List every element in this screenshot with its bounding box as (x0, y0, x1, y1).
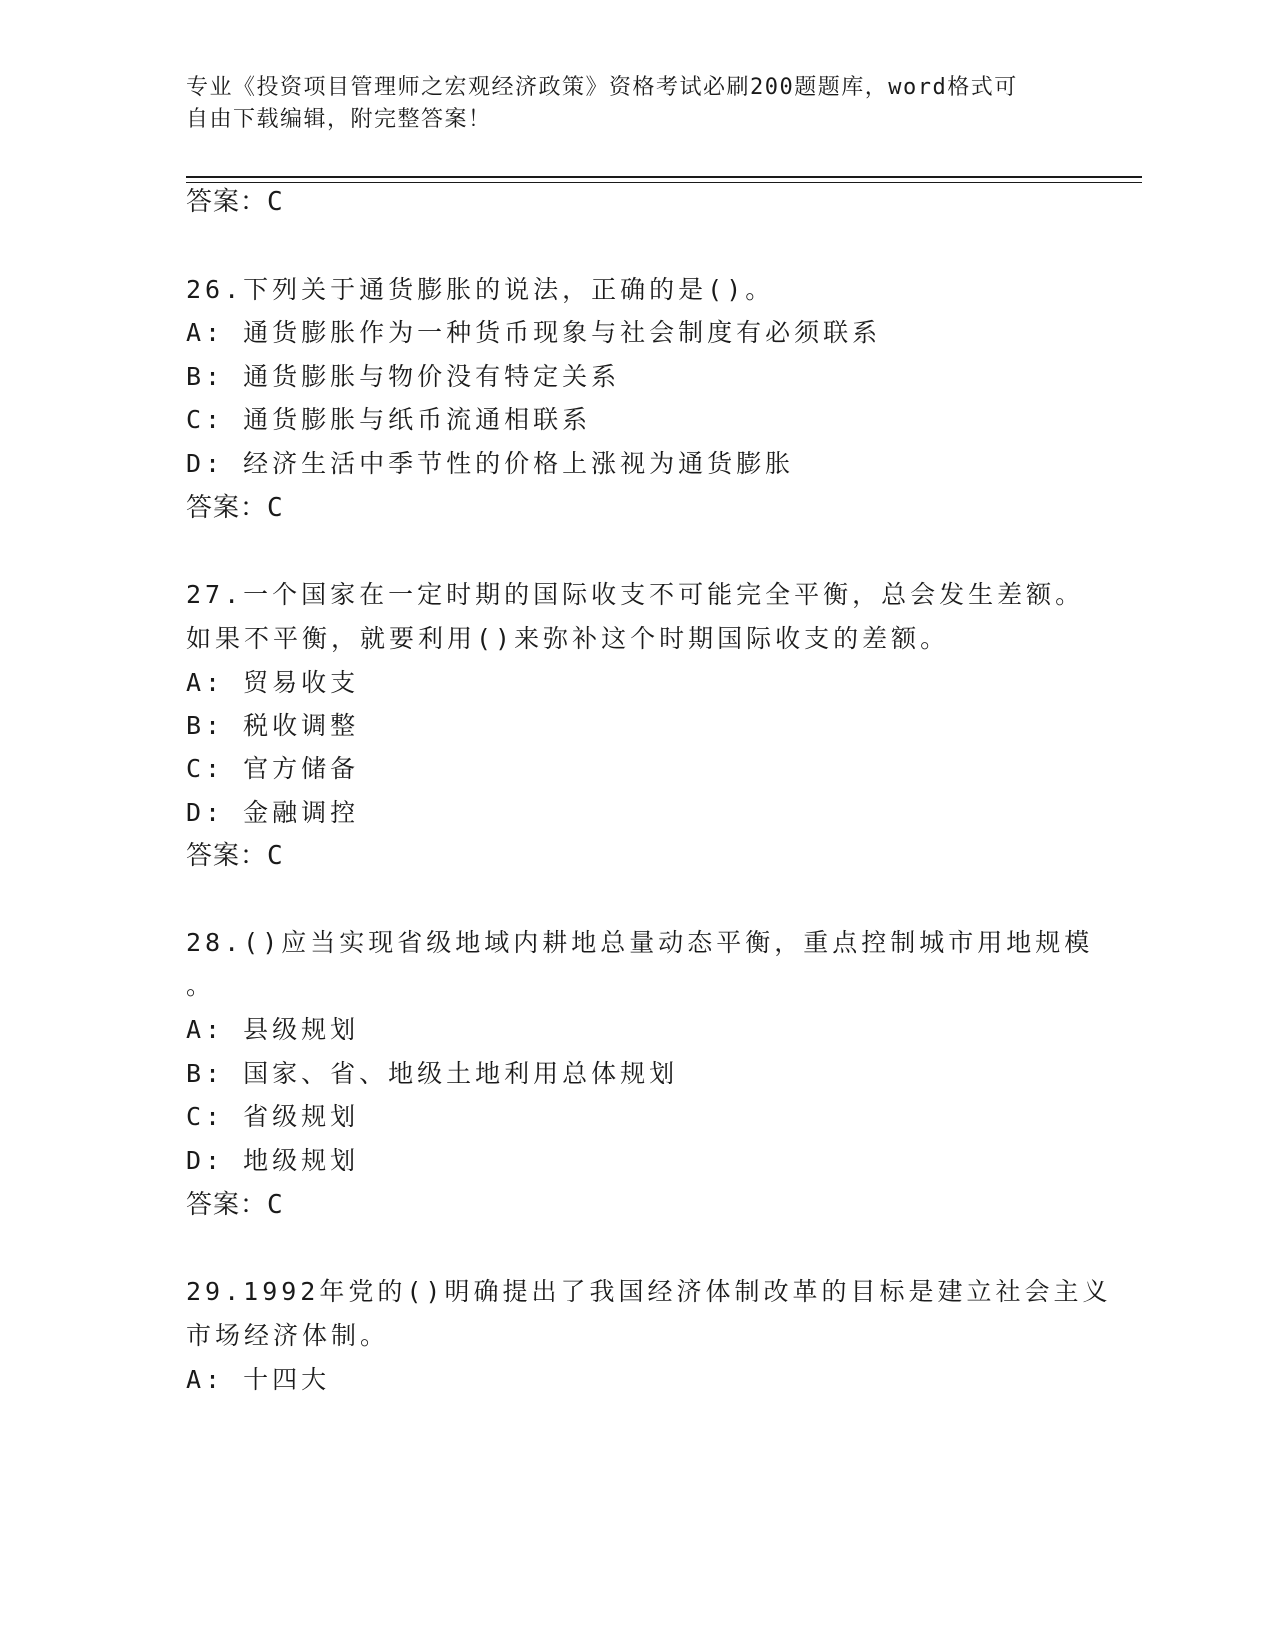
option-26-b: B: 通货膨胀与物价没有特定关系 (186, 362, 621, 391)
answer-value: C (267, 1190, 284, 1220)
answer-label: 答案： (186, 187, 268, 217)
question-29-line-2: 市场经济体制。 (186, 1321, 390, 1350)
option-29-a: A: 十四大 (186, 1365, 331, 1394)
answer-label: 答案： (186, 493, 268, 523)
question-29-line-1: 29.1992年党的()明确提出了我国经济体制改革的目标是建立社会主义 (186, 1277, 1112, 1306)
question-27-line-1: 27.一个国家在一定时期的国际收支不可能完全平衡，总会发生差额。 (186, 580, 1085, 609)
header-divider-thick (186, 176, 1142, 178)
option-28-d: D: 地级规划 (186, 1146, 360, 1175)
option-27-d: D: 金融调控 (186, 798, 360, 827)
answer-28 (186, 1189, 284, 1221)
answer-27 (186, 840, 284, 872)
answer-value: C (267, 841, 284, 871)
option-28-b: B: 国家、省、地级土地利用总体规划 (186, 1059, 679, 1088)
answer-value: C (267, 187, 284, 217)
answer-label: 答案： (186, 841, 268, 871)
question-26: 26.下列关于通货膨胀的说法，正确的是()。 (186, 275, 775, 304)
option-28-a: A: 县级规划 (186, 1015, 360, 1044)
option-27-c: C: 官方储备 (186, 754, 360, 783)
option-26-c: C: 通货膨胀与纸币流通相联系 (186, 405, 592, 434)
question-27-line-2: 如果不平衡，就要利用()来弥补这个时期国际收支的差额。 (186, 624, 950, 653)
answer-label: 答案： (186, 1190, 268, 1220)
option-27-a: A: 贸易收支 (186, 668, 360, 697)
answer-25 (186, 186, 284, 218)
header-line-1: 专业《投资项目管理师之宏观经济政策》资格考试必刷200题题库，word格式可 (186, 75, 1018, 100)
answer-value: C (267, 493, 284, 523)
header-divider-thin (186, 182, 1142, 183)
document-header (186, 72, 1086, 136)
option-28-c: C: 省级规划 (186, 1102, 360, 1131)
answer-26 (186, 492, 284, 524)
header-line-2: 自由下载编辑，附完整答案！ (186, 107, 492, 132)
question-28-line-1: 28.()应当实现省级地域内耕地总量动态平衡，重点控制城市用地规模 (186, 928, 1094, 957)
question-28-line-2: 。 (186, 971, 216, 1000)
option-26-a: A: 通货膨胀作为一种货币现象与社会制度有必须联系 (186, 318, 882, 347)
option-27-b: B: 税收调整 (186, 711, 360, 740)
option-26-d: D: 经济生活中季节性的价格上涨视为通货膨胀 (186, 449, 795, 478)
